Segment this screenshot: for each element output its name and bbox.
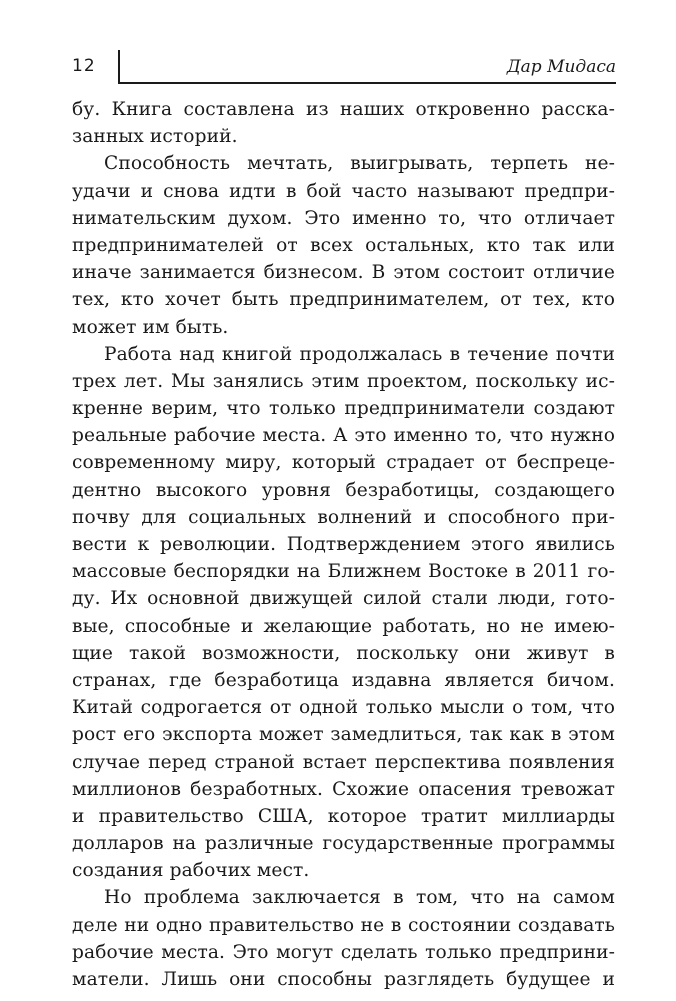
text-line: дентно высокого уровня безработицы, создающего (72, 479, 615, 501)
text-line: деле ни одно правительство не в состоянии создавать (72, 914, 615, 936)
text-line: создания рабочих мест. (72, 860, 310, 882)
text-line: рабочие места. Это могут сделать только предприни- (72, 941, 615, 963)
header-vertical-rule (118, 50, 120, 84)
text-line: щие такой возможности, поскольку они живут в (72, 642, 615, 664)
paragraph (72, 884, 615, 993)
text-line: реальные рабочие места. А это именно то, что нужно (72, 425, 615, 447)
text-line: удачи и снова идти в бой часто называют предпри- (72, 180, 615, 202)
text-line: Китай содрогается от одной только мысли о том, что (72, 697, 615, 719)
text-line: почву для социальных волнений и способного при- (72, 506, 615, 528)
paragraph (72, 96, 615, 150)
text-line: иначе занимается бизнесом. В этом состоит отличие (72, 262, 615, 284)
text-line: современному миру, который страдает от беспреце- (72, 452, 615, 474)
text-line: Способность мечтать, выигрывать, терпеть не- (104, 153, 615, 175)
book-title: Дар Мидаса (506, 57, 616, 77)
text-line: Работа над книгой продолжалась в течение почти (104, 343, 615, 365)
header-horizontal-rule (119, 82, 616, 84)
text-line: тех, кто хочет быть предпринимателем, от тех, кто (72, 289, 615, 311)
running-header (72, 48, 616, 84)
paragraph (72, 150, 615, 340)
text-line: нимательским духом. Это именно то, что отличает (72, 207, 615, 229)
paragraph (72, 341, 615, 885)
text-line: вести к революции. Подтверждением этого явились (72, 534, 615, 555)
text-line: ду. Их основной движущей силой стали люди, гото- (72, 588, 615, 610)
text-line: миллионов безработных. Схожие опасения тревожат (72, 778, 615, 800)
page-number: 12 (72, 56, 96, 76)
text-line: трех лет. Мы занялись этим проектом, поскольку ис- (72, 370, 615, 392)
text-line: бу. Книга составлена из наших откровенно расска- (72, 99, 615, 120)
text-line: вые, способные и желающие работать, но не имею- (72, 615, 615, 637)
text-line: и правительство США, которое тратит миллиарды (72, 805, 615, 827)
text-line: странах, где безработица издавна является бичом. (72, 669, 615, 691)
text-line: рост его экспорта может замедлиться, так как в этом (72, 724, 615, 746)
text-line: занных историй. (72, 126, 238, 148)
body-text (72, 96, 615, 993)
text-line: случае перед страной встает перспектива появления (72, 751, 615, 773)
text-line: матели. Лишь они способны разглядеть будущее и (72, 969, 615, 990)
text-line: долларов на различные государственные программы (72, 833, 615, 855)
text-line: предпринимателей от всех остальных, кто так или (72, 234, 615, 256)
text-line: Но проблема заключается в том, что на самом (104, 887, 615, 909)
text-line: может им быть. (72, 316, 229, 338)
text-line: массовые беспорядки на Ближнем Востоке в 2011 го- (72, 561, 615, 583)
text-line: кренне верим, что только предприниматели создают (72, 398, 615, 420)
